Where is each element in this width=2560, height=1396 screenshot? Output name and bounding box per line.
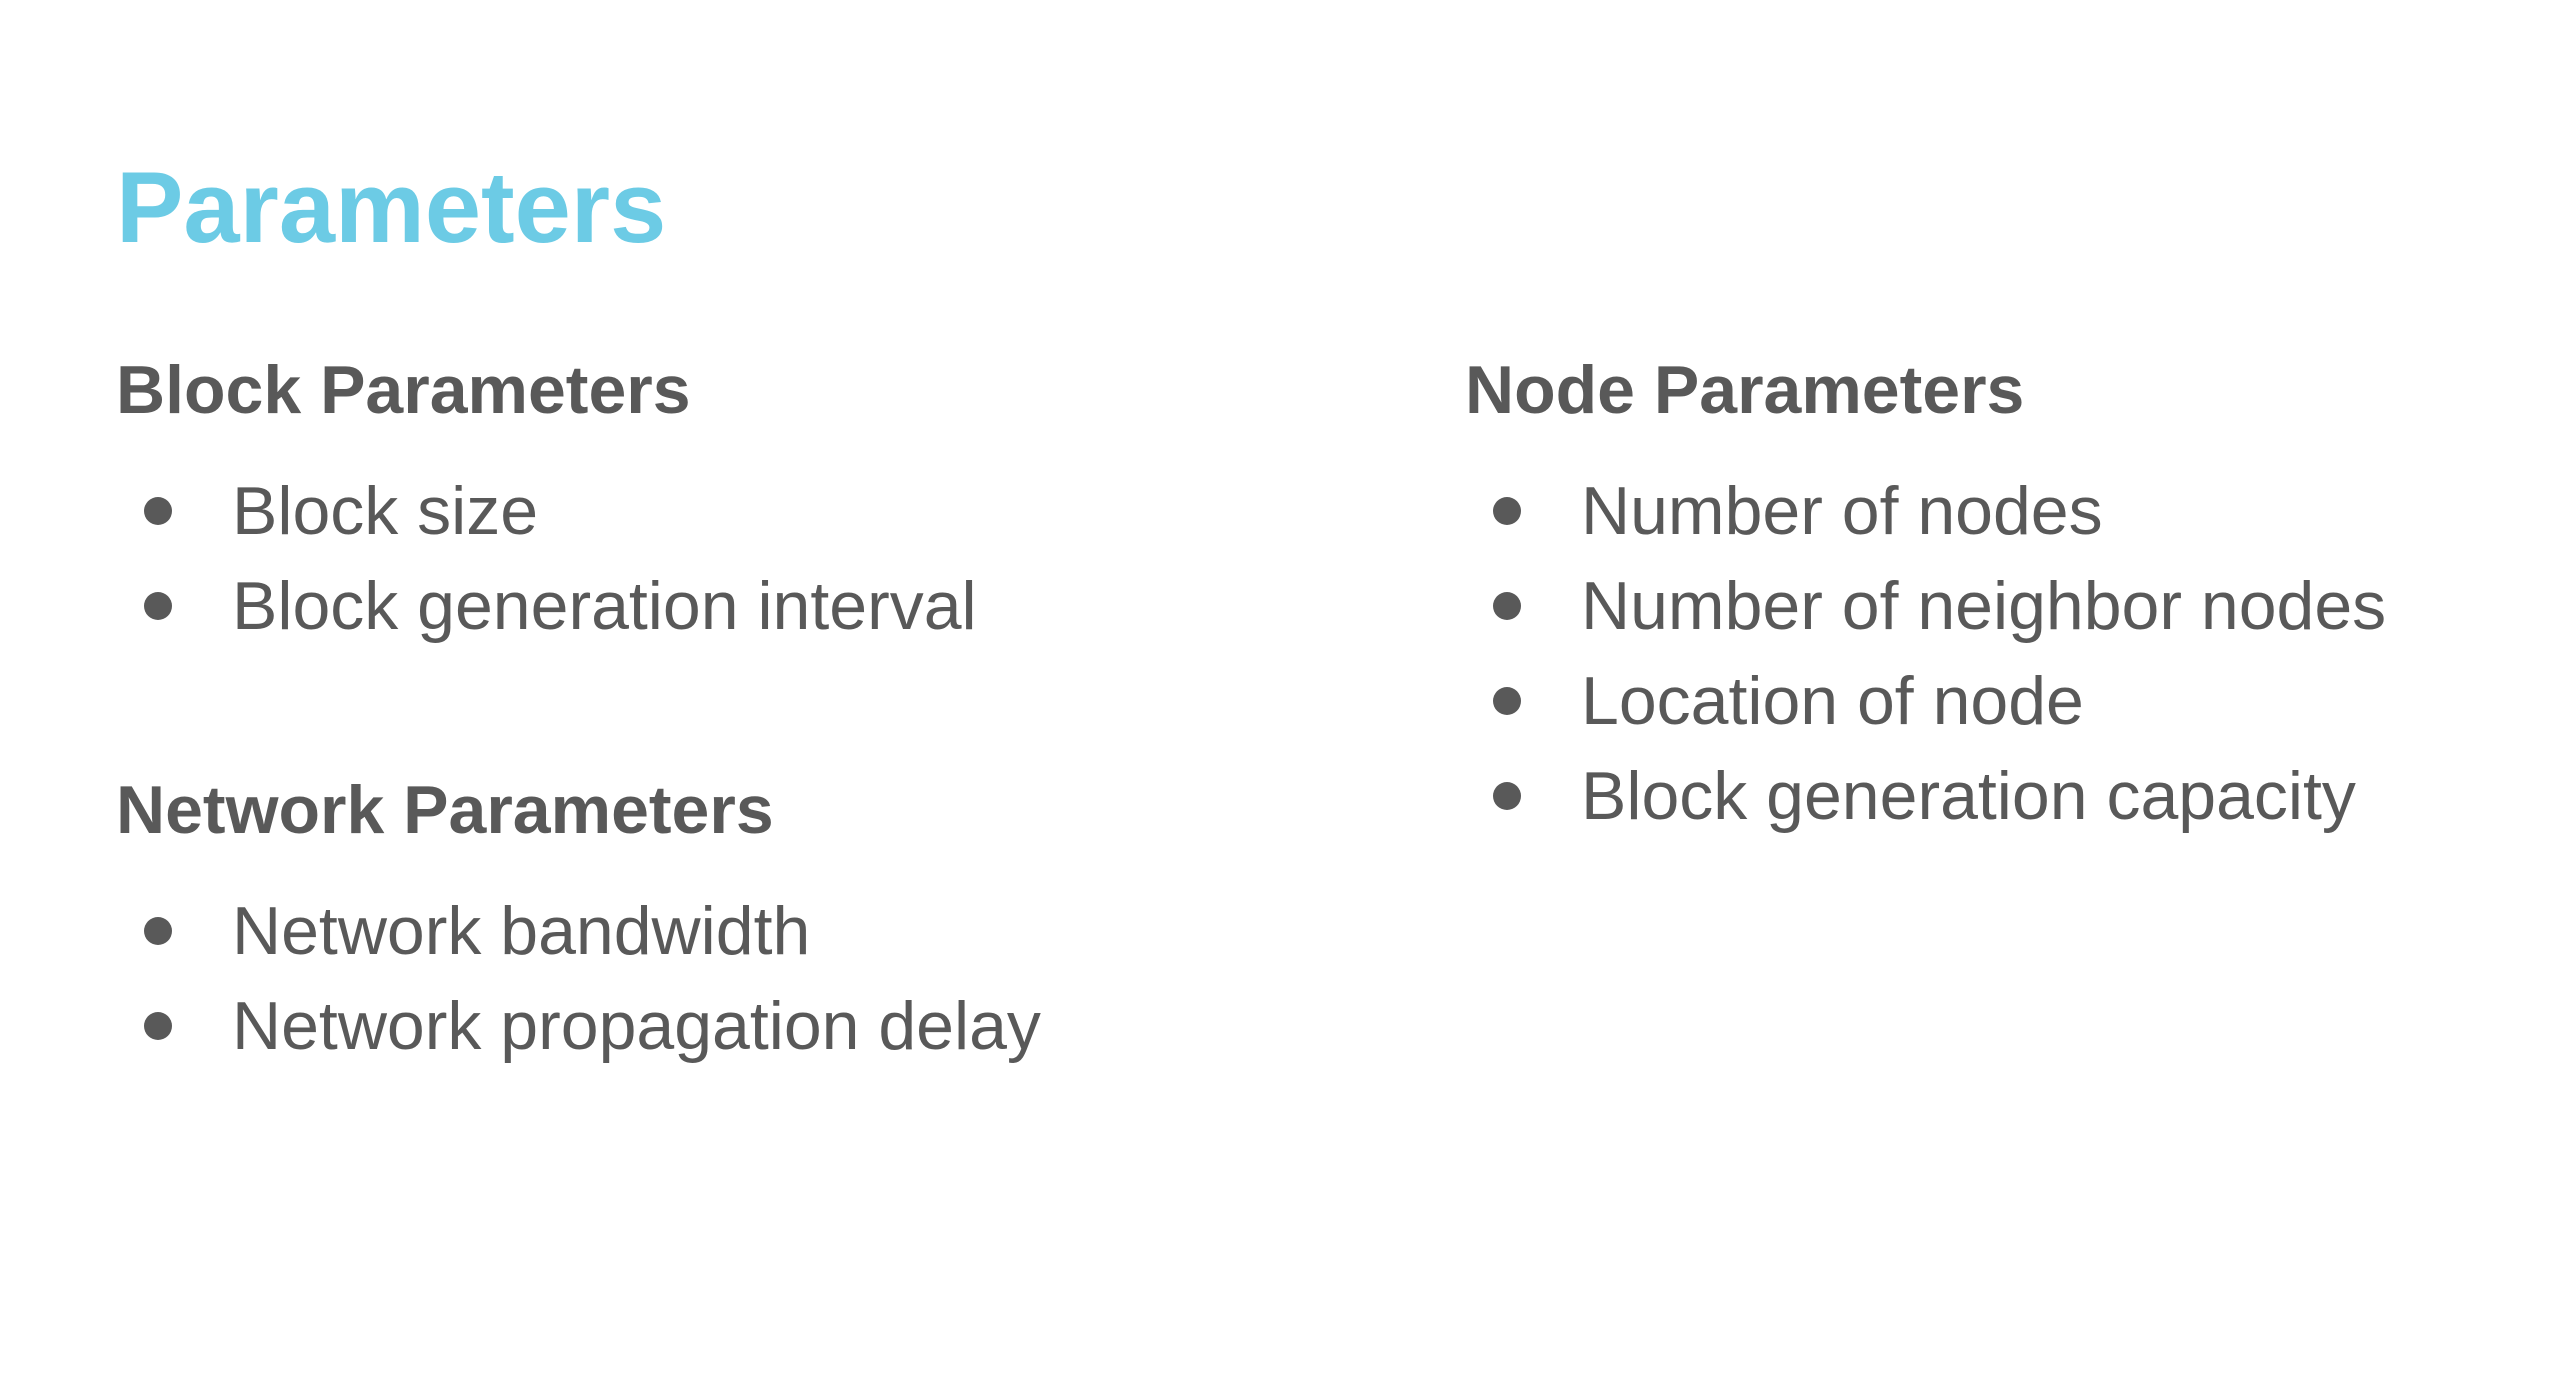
bullet-icon [1493, 497, 1521, 525]
network-parameters-section [116, 770, 1041, 1073]
list-item [1465, 748, 2386, 843]
bullet-icon [144, 592, 172, 620]
network-parameters-list [116, 883, 1041, 1073]
block-parameters-heading: Block Parameters [116, 352, 691, 428]
node-parameters-heading: Node Parameters [1465, 352, 2025, 428]
right-column [1465, 350, 2386, 843]
list-item-label: Number of neighbor nodes [1581, 567, 2387, 644]
list-item-label: Block generation capacity [1581, 757, 2356, 834]
list-item-label: Network bandwidth [232, 892, 811, 969]
list-item [1465, 558, 2386, 653]
bullet-icon [1493, 782, 1521, 810]
bullet-icon [144, 1012, 172, 1040]
list-item [1465, 463, 2386, 558]
list-item [116, 463, 1041, 558]
section-spacer [116, 653, 1041, 770]
bullet-icon [1493, 592, 1521, 620]
list-item-label: Network propagation delay [232, 987, 1041, 1064]
left-column [116, 350, 1041, 1073]
bullet-icon [144, 497, 172, 525]
network-parameters-heading: Network Parameters [116, 772, 774, 848]
list-item [116, 978, 1041, 1073]
list-item-label: Number of nodes [1581, 472, 2103, 549]
node-parameters-section [1465, 350, 2386, 843]
list-item-label: Location of node [1581, 662, 2084, 739]
bullet-icon [144, 917, 172, 945]
block-parameters-list [116, 463, 1041, 653]
list-item [116, 883, 1041, 978]
list-item [116, 558, 1041, 653]
list-item-label: Block size [232, 472, 539, 549]
slide-title: Parameters [116, 152, 667, 264]
bullet-icon [1493, 687, 1521, 715]
list-item [1465, 653, 2386, 748]
node-parameters-list [1465, 463, 2386, 843]
block-parameters-section [116, 350, 1041, 653]
list-item-label: Block generation interval [232, 567, 977, 644]
